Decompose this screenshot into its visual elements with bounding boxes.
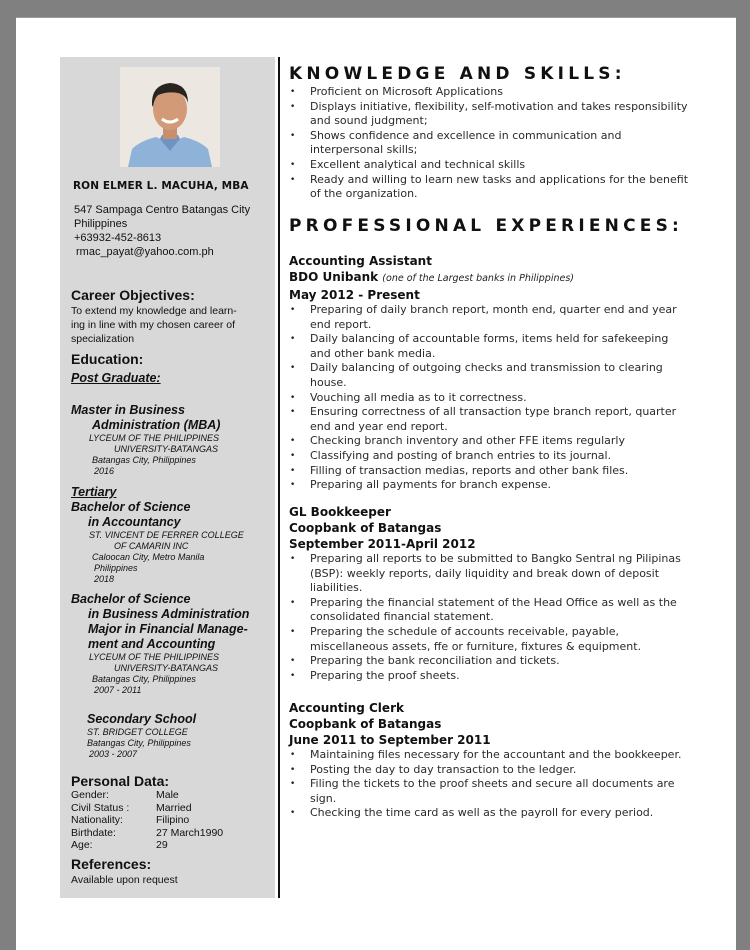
bs-business-admin-school [71,652,249,696]
duty-item: • Preparing the bank reconciliation and tickets. [289,654,689,669]
school-year: 2003 - 2007 [89,749,138,759]
field-label: Birthdate: [71,826,116,839]
job-period: September 2011-April 2012 [289,537,476,551]
experience-heading: PROFESSIONAL EXPERIENCES: [289,216,684,236]
job-gl-bookkeeper [289,504,699,683]
field-label: Gender: [71,789,109,801]
school-location: Caloocan City, Metro Manila [92,552,205,562]
personal-data [71,773,223,852]
personal-row-birthdate [71,827,223,840]
duty-item: • Preparing of daily branch report, month end, quarter end and year end report. [289,303,689,332]
school-year: 2007 - 2011 [94,685,142,695]
degree-line: in Business Administration [88,607,250,621]
duty-item: • Daily balancing of accountable forms, items held for safekeeping and other bank media. [289,332,689,361]
job-company: Coopbank of Batangas [289,717,442,731]
skill-item: • Excellent analytical and technical skills [289,158,689,173]
duty-item: • Preparing the schedule of accounts receivable, payable, miscellaneous assets, ffe or furniture, fixtures & equipment. [289,625,689,654]
personal-heading: Personal Data: [71,773,170,789]
skills-heading: KNOWLEDGE AND SKILLS: [289,64,626,84]
duty-item: • Checking branch inventory and other FFE items regularly [289,434,689,449]
duty-item: • Filling of transaction medias, reports and other bank files. [289,464,689,479]
degree-line: in Accountancy [88,515,181,529]
job-period: May 2012 - Present [289,288,420,302]
career-text [71,304,266,346]
bs-accountancy-school [71,530,249,585]
duty-item: • Posting the day to day transaction to the ledger. [289,763,689,778]
duty-item: • Checking the time card as well as the payroll for every period. [289,806,689,821]
job-title: Accounting Clerk [289,701,404,715]
career-line: specialization [71,333,135,345]
mba-school [71,433,249,477]
school-name: LYCEUM OF THE PHILIPPINES [89,433,220,443]
job-accounting-assistant [289,253,699,493]
skill-item: • Shows confidence and excellence in communication and interpersonal skills; [289,129,689,158]
personal-table [71,789,223,852]
school-name: OF CAMARIN INC [114,541,189,551]
references-heading: References: [71,856,152,872]
school-name: UNIVERSITY-BATANGAS [114,663,219,673]
person-photo-icon [120,67,220,167]
field-value: Male [156,789,179,801]
field-label: Nationality: [71,814,123,826]
post-graduate-label: Post Graduate: [71,371,161,385]
school-year: 2016 [94,466,115,476]
duty-item: • Preparing the proof sheets. [289,669,689,684]
personal-row-nationality [71,814,223,827]
degree-line: ment and Accounting [88,637,216,651]
field-value: Married [156,801,192,814]
personal-row-age [71,839,223,852]
career-line: To extend my knowledge and learn- [71,305,237,317]
contact-block [74,203,250,259]
company-name: BDO Unibank [289,270,379,284]
skill-item: • Displays initiative, flexibility, self-motivation and takes responsibility and sound judgment; [289,100,689,129]
mba-degree [71,403,249,433]
vertical-divider [278,57,280,898]
job-title: Accounting Assistant [289,254,432,268]
career-line: ing in line with my chosen career of [71,319,235,331]
references [71,856,266,887]
school-location: Batangas City, Philippines [92,455,196,465]
skills-list [289,85,689,202]
duty-item: • Ensuring correctness of all transaction type branch report, quarter end and year end report. [289,405,689,434]
degree-line: Master in Business [71,403,185,417]
job-title: GL Bookkeeper [289,505,391,519]
sidebar [60,57,275,898]
secondary-school [71,727,249,760]
career-heading: Career Objectives: [71,287,195,303]
personal-row-gender [71,789,223,802]
job-company [289,269,699,287]
duty-list [289,552,689,683]
address-line: 547 Sampaga Centro Batangas City [74,204,251,216]
candidate-name: RON ELMER L. MACUHA, MBA [73,180,249,192]
skill-item: • Ready and willing to learn new tasks and applications for the benefit of the organization. [289,173,689,202]
secondary-school-label: Secondary School [87,712,197,726]
duty-item: • Preparing all reports to be submitted to Bangko Sentral ng Pilipinas (BSP): weekly reports, daily liquidity and break down of deposit liabilities. [289,552,689,596]
profile-photo [120,67,220,167]
duty-item: • Maintaining files necessary for the accountant and the bookkeeper. [289,748,689,763]
school-name: ST. VINCENT DE FERRER COLLEGE [89,530,244,540]
degree-line: Administration (MBA) [92,418,221,432]
field-label: Civil Status : [71,801,130,814]
school-location: Batangas City, Philippines [87,738,191,748]
bs-business-admin-degree [71,592,249,652]
job-accounting-clerk [289,700,699,821]
education-section [71,351,249,760]
duty-item: • Filing the tickets to the proof sheets and secure all documents are sign. [289,777,689,806]
address-country: Philippines [74,218,128,230]
job-company: Coopbank of Batangas [289,521,442,535]
bs-accountancy-degree [71,500,249,530]
school-name: ST. BRIDGET COLLEGE [87,727,188,737]
field-value: 27 March1990 [156,826,224,839]
school-location: Philippines [94,563,138,573]
tertiary-label: Tertiary [71,485,117,499]
duty-list [289,303,689,493]
email-address: rmac_payat@yahoo.com.ph [76,246,214,258]
school-year: 2018 [94,574,115,584]
company-note: (one of the Largest banks in Philippines) [382,273,574,284]
duty-item: • Preparing all payments for branch expense. [289,478,689,493]
school-name: LYCEUM OF THE PHILIPPINES [89,652,220,662]
duty-item: • Preparing the financial statement of the Head Office as well as the consolidated financial statement. [289,596,689,625]
degree-line: Major in Financial Manage- [88,622,248,636]
duty-list [289,748,689,821]
duty-item: • Classifying and posting of branch entries to its journal. [289,449,689,464]
field-value: Filipino [156,814,190,826]
degree-line: Bachelor of Science [71,592,191,606]
school-location: Batangas City, Philippines [92,674,196,684]
career-objectives [71,287,266,346]
duty-item: • Daily balancing of outgoing checks and transmission to clearing house. [289,361,689,390]
job-period: June 2011 to September 2011 [289,733,491,747]
school-name: UNIVERSITY-BATANGAS [114,444,219,454]
resume-page [16,17,736,950]
field-label: Age: [71,839,93,851]
personal-row-civil-status [71,802,223,815]
field-value: 29 [156,839,168,851]
duty-item: • Vouching all media as to it correctness. [289,391,689,406]
skill-item: • Proficient on Microsoft Applications [289,85,689,100]
phone-number: +63932-452-8613 [74,232,162,244]
references-text: Available upon request [71,874,178,886]
education-heading: Education: [71,351,144,367]
degree-line: Bachelor of Science [71,500,191,514]
